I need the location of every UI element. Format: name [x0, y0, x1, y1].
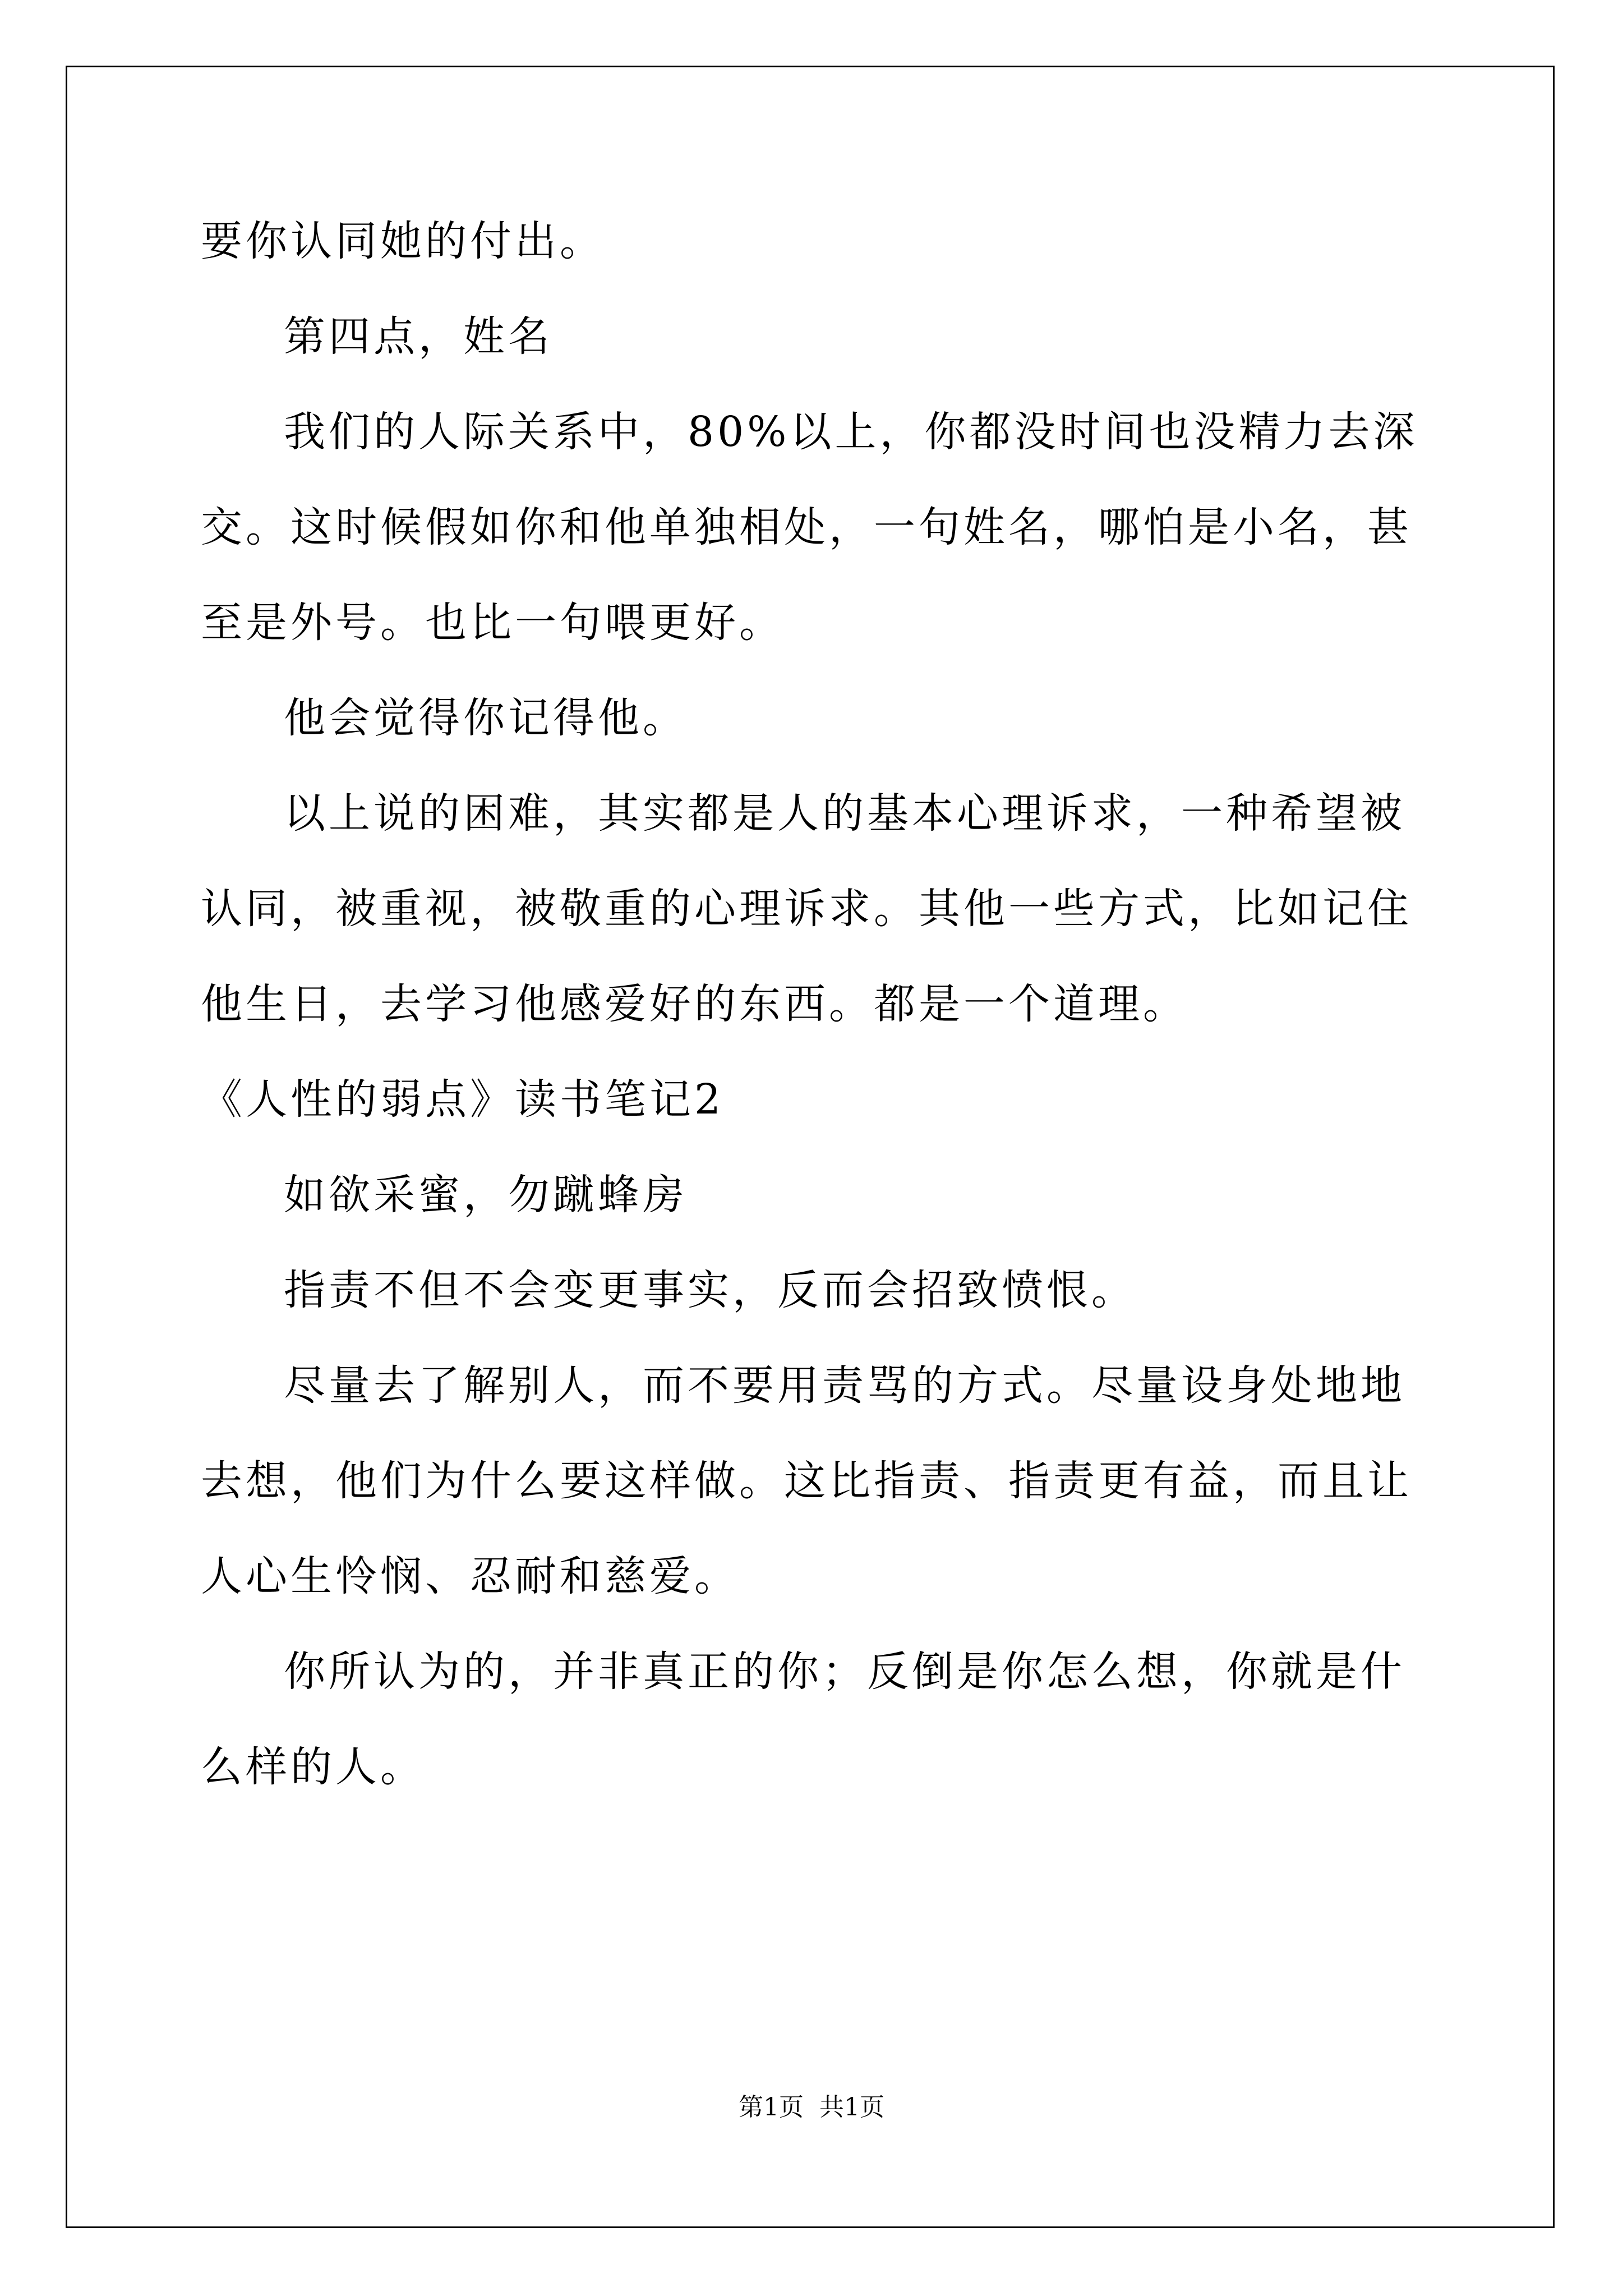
page-total: 共1页	[819, 2093, 884, 2122]
page-footer	[0, 2087, 1623, 2123]
paragraph: 尽量去了解别人，而不要用责骂的方式。尽量设身处地地去想，他们为什么要这样做。这比指责、指责更有益，而且让人心生怜悯、忍耐和慈爱。	[201, 1361, 1412, 1600]
paragraph: 以上说的困难，其实都是人的基本心理诉求，一种希望被认同，被重视，被敬重的心理诉求。其他一些方式，比如记住他生日，去学习他感爱好的东西。都是一个道理。	[201, 789, 1412, 1028]
document-body	[201, 194, 1435, 1815]
page-number: 第1页	[739, 2093, 804, 2122]
paragraph: 你所认为的，并非真正的你；反倒是你怎么想，你就是什么样的人。	[201, 1648, 1405, 1791]
paragraph: 要你认同她的付出。	[201, 217, 605, 265]
paragraph: 我们的人际关系中，80%以上，你都没时间也没精力去深交。这时候假如你和他单独相处，一句姓名，哪怕是小名，甚至是外号。也比一句喂更好。	[201, 408, 1418, 647]
paragraph: 他会觉得你记得他。	[284, 694, 688, 742]
section-heading: 如欲采蜜，勿蹴蜂房	[284, 1171, 688, 1219]
section-heading: 第四点，姓名	[284, 312, 553, 361]
paragraph: 指责不但不会变更事实，反而会招致愤恨。	[284, 1266, 1136, 1314]
chapter-title: 《人性的弱点》读书笔记2	[201, 1075, 725, 1124]
